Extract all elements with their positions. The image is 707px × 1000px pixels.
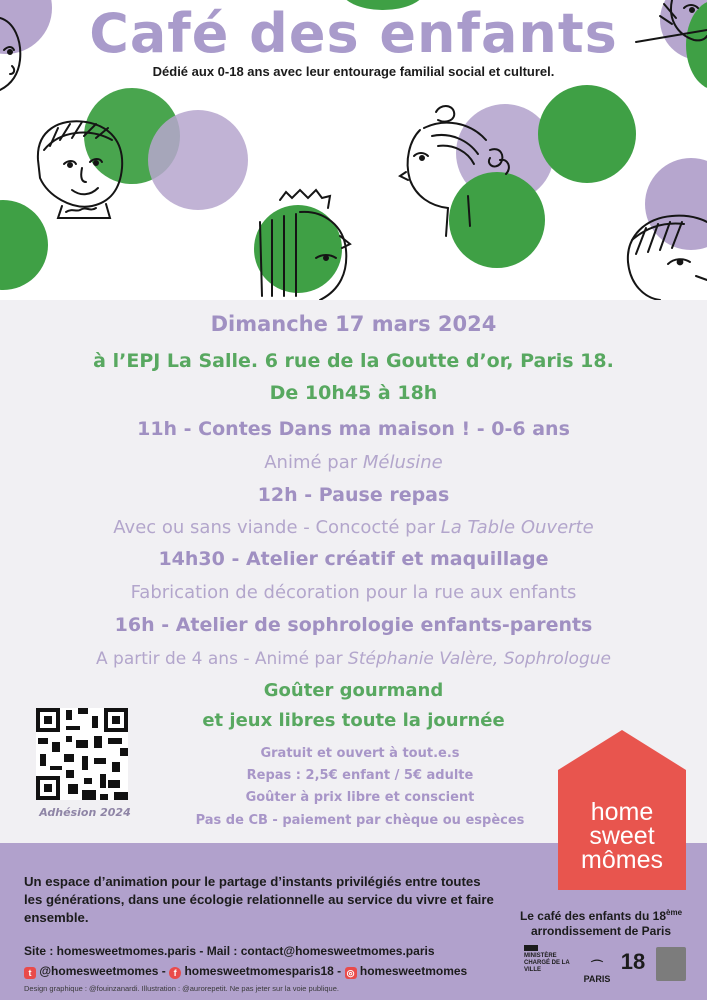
program-detail-name: Mélusine: [362, 452, 443, 473]
twitter-handle[interactable]: @homesweetmomes: [39, 964, 159, 978]
program-detail-text: A partir de 4 ans - Animé par: [96, 649, 349, 669]
footer-description: Un espace d’animation pour le partage d’instants privilégiés entre toutes les générations, dans une écologie relationnelle au service du vivre et faire ensemble.: [24, 874, 494, 925]
program-detail-3: Fabrication de décoration pour la rue aux enfants: [130, 582, 577, 603]
cafe-caption-line1: Le café des enfants du 18: [519, 909, 667, 923]
header-illustration: [0, 0, 707, 300]
brand-line-3: mômes: [581, 846, 663, 874]
event-date: Dimanche 17 mars 2024: [210, 312, 497, 336]
cafe-caption-line2: arrondissement de Paris: [530, 924, 672, 938]
event-venue: à l’EPJ La Salle. 6 rue de la Goutte d’or, Paris 18.: [93, 350, 614, 372]
arrondissement-logo: 18: [620, 949, 646, 974]
page-title: Café des enfants: [89, 2, 618, 65]
paris-logo: ⌒ PARIS: [583, 959, 611, 984]
qr-caption: Adhésion 2024: [39, 806, 131, 819]
ministere-logo: MINISTÈRE CHARGÉ DE LA VILLE: [524, 945, 572, 974]
twitter-icon: t: [24, 967, 36, 979]
program-title-2: 12h - Pause repas: [257, 484, 450, 506]
program-detail-name: La Table Ouverte: [440, 517, 594, 538]
cafe-caption-sup: ème: [666, 908, 683, 917]
program-detail-name: Stéphanie Valère, Sophrologue: [348, 649, 611, 669]
event-hours: De 10h45 à 18h: [269, 382, 438, 404]
instagram-icon: ◎: [345, 967, 357, 979]
program-title-3: 14h30 - Atelier créatif et maquillage: [158, 548, 549, 570]
home-sweet-momes-logo: [558, 730, 686, 890]
program-title-4: 16h - Atelier de sophrologie enfants-parents: [114, 614, 593, 636]
program-detail-4: [0, 649, 707, 669]
info-line-2: Repas : 2,5€ enfant / 5€ adulte: [246, 768, 474, 783]
page-subtitle: Dédié aux 0-18 ans avec leur entourage familial social et culturel.: [152, 64, 555, 79]
program-detail-2: [0, 517, 707, 538]
facebook-icon: f: [169, 967, 181, 979]
footer-social: t @homesweetmomes - f homesweetmomesparis18 - ◎ homesweetmomes: [24, 964, 467, 979]
footer-cafe-caption: [506, 905, 696, 939]
footer-contact-site[interactable]: Site : homesweetmomes.paris - Mail : contact@homesweetmomes.paris: [24, 944, 435, 958]
facebook-handle[interactable]: homesweetmomesparis18: [184, 964, 334, 978]
program-detail-text: Animé par: [264, 452, 363, 473]
caf-logo: [656, 947, 686, 981]
program-detail-text: Avec ou sans viande - Concocté par: [113, 517, 441, 538]
brand-line-2: sweet: [589, 822, 655, 850]
extras-line-2: et jeux libres toute la journée: [202, 710, 505, 731]
footer-credits: Design graphique : @fouinzanardi. Illustration : @aurorepetit. Ne pas jeter sur la voie publique.: [24, 984, 339, 993]
program-title-1: 11h - Contes Dans ma maison ! - 0-6 ans: [137, 418, 570, 440]
extras-line-1: Goûter gourmand: [263, 680, 444, 701]
brand-line-1: home: [590, 798, 654, 826]
info-line-4: Pas de CB - paiement par chèque ou espèces: [195, 813, 525, 828]
program-detail-1: [0, 452, 707, 473]
info-line-3: Goûter à prix libre et conscient: [245, 790, 475, 805]
info-line-1: Gratuit et ouvert à tout.e.s: [260, 746, 460, 761]
instagram-handle[interactable]: homesweetmomes: [359, 964, 468, 978]
membership-qr-code[interactable]: [36, 708, 128, 800]
